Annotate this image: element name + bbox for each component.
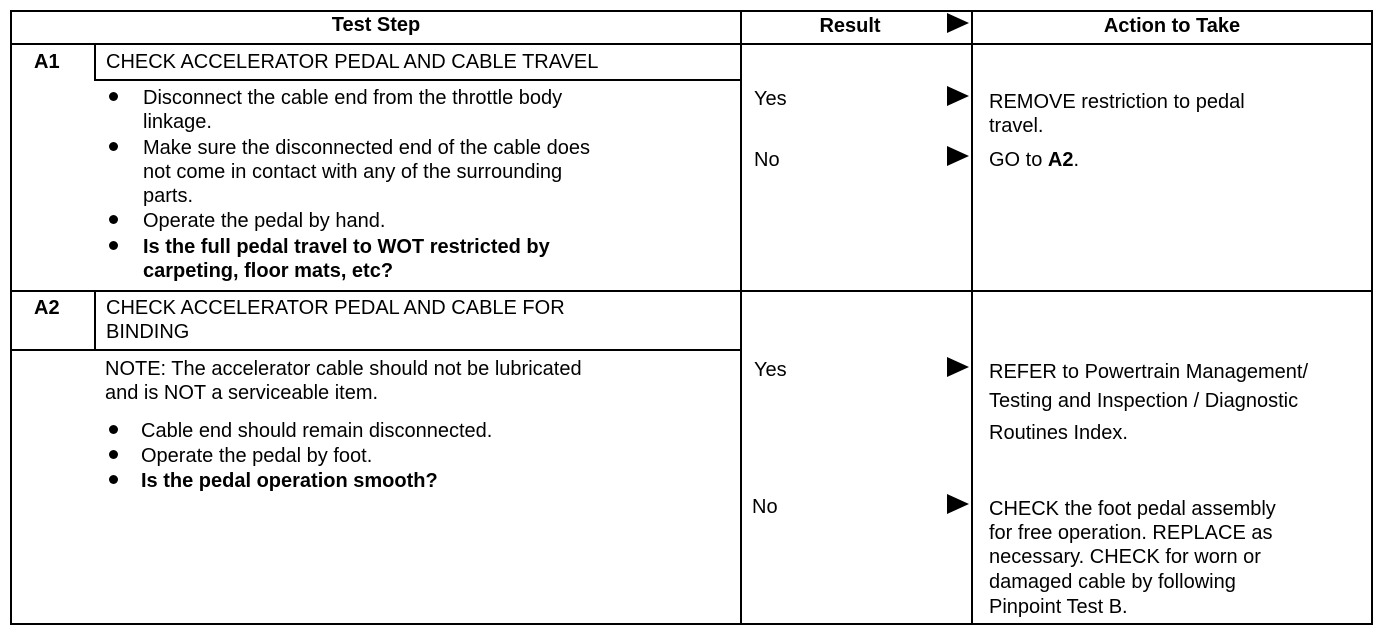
a2-id-divider [94, 290, 96, 350]
a2-result-yes: Yes [754, 359, 787, 381]
a1-bullet-1-line-2: linkage. [143, 111, 212, 133]
a1-no-action-prefix: GO to [989, 149, 1048, 171]
a1-bullet-4-line-2: carpeting, floor mats, etc? [143, 260, 394, 282]
table-left-border [10, 10, 12, 625]
bullet-icon [109, 450, 118, 459]
a1-bullet-2-line-1: Make sure the disconnected end of the cable does [143, 137, 590, 159]
a1-yes-action-line-2: travel. [989, 115, 1044, 137]
a2-yes-action-line-2: Testing and Inspection / Diagnostic [989, 390, 1299, 412]
a2-yes-arrow-icon [947, 357, 969, 377]
a1-title-bottom [94, 79, 741, 81]
header-result: Result [819, 15, 881, 37]
a2-bullet-1: Cable end should remain disconnected. [141, 420, 493, 442]
a1-result-no: No [754, 149, 780, 171]
a2-no-arrow-icon [947, 494, 969, 514]
bullet-icon [109, 92, 118, 101]
a1-no-action [989, 148, 1079, 172]
a1-no-action-suffix: . [1073, 149, 1080, 171]
a1-no-arrow-icon [947, 146, 969, 166]
a2-yes-action-line-3: Routines Index. [989, 422, 1128, 444]
a1-a2-separator [10, 290, 1373, 292]
bullet-icon [109, 475, 118, 484]
a2-no-action-line-5: Pinpoint Test B. [989, 596, 1128, 618]
a2-step-title-line-2: BINDING [106, 321, 190, 343]
a2-yes-action-line-1: REFER to Powertrain Management/ [989, 361, 1309, 383]
a1-step-id: A1 [34, 51, 60, 73]
header-action: Action to Take [1103, 15, 1241, 37]
a2-step-title-line-1: CHECK ACCELERATOR PEDAL AND CABLE FOR [106, 297, 565, 319]
a1-bullet-3-line-1: Operate the pedal by hand. [143, 210, 386, 232]
header-test-step: Test Step [331, 14, 421, 36]
a2-step-id: A2 [34, 297, 60, 319]
a1-yes-action-line-1: REMOVE restriction to pedal [989, 91, 1245, 113]
a1-bullet-2-line-2: not come in contact with any of the surrounding [143, 161, 563, 183]
a1-step-title: CHECK ACCELERATOR PEDAL AND CABLE TRAVEL [106, 51, 599, 73]
col-divider-result [740, 10, 742, 625]
a2-result-no: No [752, 496, 778, 518]
bullet-icon [109, 142, 118, 151]
header-bottom-border [10, 43, 1373, 45]
a1-no-action-ref: A2 [1047, 149, 1074, 171]
a1-bullet-1-line-1: Disconnect the cable end from the throttle body [143, 87, 563, 109]
a1-bullet-2-line-3: parts. [143, 185, 194, 207]
bullet-icon [109, 215, 118, 224]
table-right-border [1371, 10, 1373, 625]
a2-bullet-3: Is the pedal operation smooth? [141, 470, 438, 492]
table-bottom-border [10, 623, 1373, 625]
a1-bullet-4-line-1: Is the full pedal travel to WOT restricted by [143, 236, 550, 258]
a1-id-divider [94, 43, 96, 80]
table-top-border [10, 10, 1373, 12]
a2-no-action-line-4: damaged cable by following [989, 571, 1236, 593]
a1-yes-arrow-icon [947, 86, 969, 106]
a1-result-yes: Yes [754, 88, 787, 110]
bullet-icon [109, 425, 118, 434]
a2-title-bottom [10, 349, 741, 351]
a2-bullet-2: Operate the pedal by foot. [141, 445, 373, 467]
a2-no-action-line-3: necessary. CHECK for worn or [989, 546, 1261, 568]
a2-no-action-line-2: for free operation. REPLACE as [989, 522, 1273, 544]
header-arrow-icon [947, 13, 969, 33]
a2-no-action-line-1: CHECK the foot pedal assembly [989, 498, 1276, 520]
bullet-icon [109, 241, 118, 250]
col-divider-action [971, 10, 973, 625]
a2-note-line-2: and is NOT a serviceable item. [105, 382, 379, 404]
a2-note-line-1: NOTE: The accelerator cable should not be lubricated [105, 358, 582, 380]
